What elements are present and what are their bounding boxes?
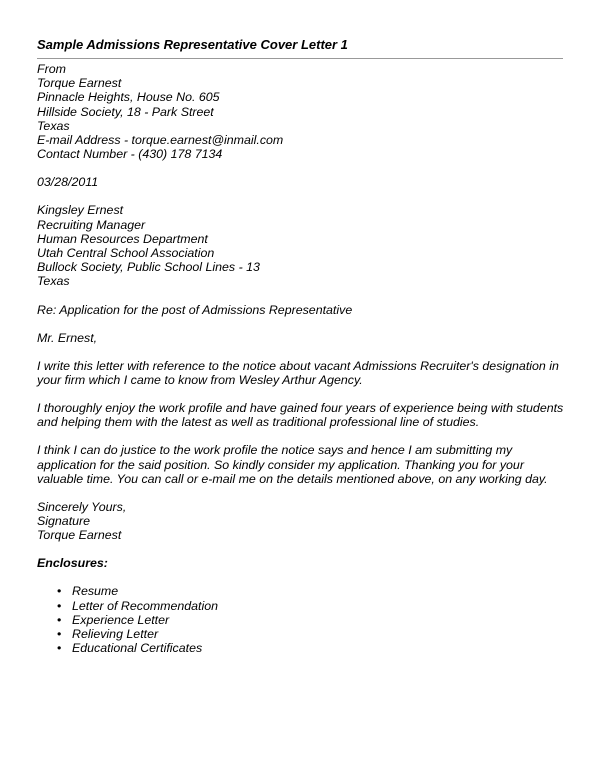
sender-email: E-mail Address - torque.earnest@inmail.com [37, 133, 284, 148]
list-item [37, 584, 567, 598]
enclosure-item-label: Relieving Letter [72, 627, 159, 641]
list-item [37, 641, 567, 655]
bullet-icon: • [57, 598, 62, 613]
signature-line: Signature [37, 514, 91, 528]
sender-name: Torque Earnest [37, 76, 122, 91]
recipient-state: Texas [37, 274, 70, 289]
sign-off: Sincerely Yours, [37, 499, 127, 514]
enclosures-list [37, 584, 567, 655]
document-title: Sample Admissions Representative Cover Letter 1 [37, 37, 348, 52]
sender-block [37, 62, 567, 161]
list-item [37, 627, 567, 641]
recipient-department: Human Resources Department [37, 231, 208, 246]
sender-contact: Contact Number - (430) 178 7134 [37, 147, 223, 162]
list-item [37, 613, 567, 627]
title-divider [37, 58, 563, 59]
closing-block [37, 500, 567, 543]
sender-address-line1: Pinnacle Heights, House No. 605 [37, 90, 220, 105]
body-paragraph-3: I think I can do justice to the work profile the notice says and hence I am submitting my application for the said position. So kindly consider my application. Thanking you for your valuable time. You can call or e-mail me on the details mentioned above, on any working day. [37, 443, 548, 486]
recipient-block [37, 203, 567, 288]
enclosure-item-label: Experience Letter [72, 612, 170, 627]
letter-date: 03/28/2011 [37, 175, 99, 190]
letter-body [37, 62, 567, 655]
subject-line: Re: Application for the post of Admissions Representative [37, 302, 353, 317]
enclosure-item-label: Letter of Recommendation [72, 598, 219, 613]
recipient-name: Kingsley Ernest [37, 203, 124, 218]
bullet-icon: • [57, 584, 62, 599]
recipient-organization: Utah Central School Association [37, 246, 215, 261]
body-paragraph-2: I thoroughly enjoy the work profile and have gained four years of experience being with students and helping them with the latest as well as traditional professional line of studies. [37, 401, 564, 430]
body-paragraph-1: I write this letter with reference to the notice about vacant Admissions Recruiter's designation in your firm which I came to know from Wesley Arthur Agency. [37, 358, 559, 387]
salutation: Mr. Ernest, [37, 330, 98, 345]
enclosure-item-label: Educational Certificates [72, 641, 203, 656]
sender-state: Texas [37, 118, 70, 133]
sender-address-line2: Hillside Society, 18 - Park Street [37, 104, 214, 119]
bullet-icon: • [57, 612, 62, 627]
from-label: From [37, 62, 66, 76]
bullet-icon: • [57, 627, 62, 641]
enclosures-heading: Enclosures: [37, 556, 108, 571]
list-item [37, 599, 567, 613]
bullet-icon: • [57, 641, 62, 656]
recipient-title: Recruiting Manager [37, 217, 146, 232]
recipient-address: Bullock Society, Public School Lines - 13 [37, 260, 260, 275]
enclosure-item-label: Resume [72, 584, 119, 599]
closing-name: Torque Earnest [37, 528, 122, 543]
